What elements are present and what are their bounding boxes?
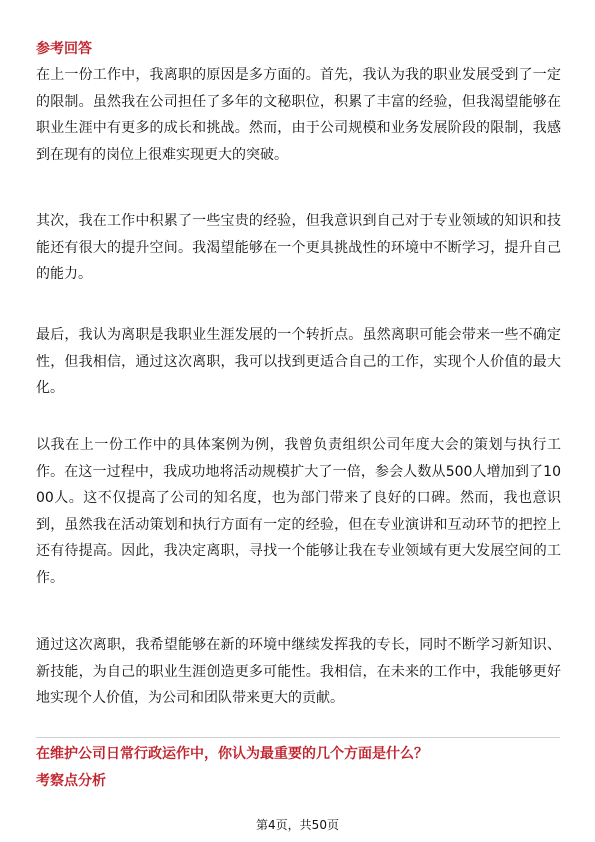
section-divider <box>36 737 560 738</box>
answer-paragraph-2: 其次，我在工作中积累了一些宝贵的经验，但我意识到自己对于专业领域的知识和技能还有很大的提升空间。我渴望能够在一个更具挑战性的环境中不断学习，提升自己的能力。 <box>36 213 561 282</box>
answer-paragraph-1: 在上一份工作中，我离职的原因是多方面的。首先，我认为我的职业发展受到了一定的限制。虽然我在公司担任了多年的文秘职位，积累了丰富的经验，但我渴望能够在职业生涯中有更多的成长和挑战。然而，由于公司规模和业务发展阶段的限制，我感到在现有的岗位上很难实现更大的突破。 <box>36 67 561 163</box>
analysis-heading: 考察点分析 <box>36 773 106 789</box>
answer-paragraph-3: 最后，我认为离职是我职业生涯发展的一个转折点。虽然离职可能会带来一些不确定性，但我相信，通过这次离职，我可以找到更适合自己的工作，实现个人价值的最大化。 <box>36 327 561 396</box>
reference-answer-heading: 参考回答 <box>36 41 92 57</box>
next-question-heading: 在维护公司日常行政运作中，你认为最重要的几个方面是什么？ <box>36 746 428 762</box>
answer-paragraph-4: 以我在上一份工作中的具体案例为例，我曾负责组织公司年度大会的策划与执行工作。在这一过程中，我成功地将活动规模扩大了一倍，参会人数从500人增加到了1000人。这不仅提高了公司的知名度，也为部门带来了良好的口碑。然而，我也意识到，虽然我在活动策划和执行方面有一定的经验，但在专业演讲和互动环节的把控上还有待提高。因此，我决定离职，寻找一个能够让我在专业领域有更大发展空间的工作。 <box>36 437 561 586</box>
answer-paragraph-5: 通过这次离职，我希望能够在新的环境中继续发挥我的专长，同时不断学习新知识、新技能，为自己的职业生涯创造更多可能性。我相信，在未来的工作中，我能够更好地实现个人价值，为公司和团队带来更大的贡献。 <box>36 637 561 706</box>
page-number-footer: 第4页，共50页 <box>256 818 339 832</box>
